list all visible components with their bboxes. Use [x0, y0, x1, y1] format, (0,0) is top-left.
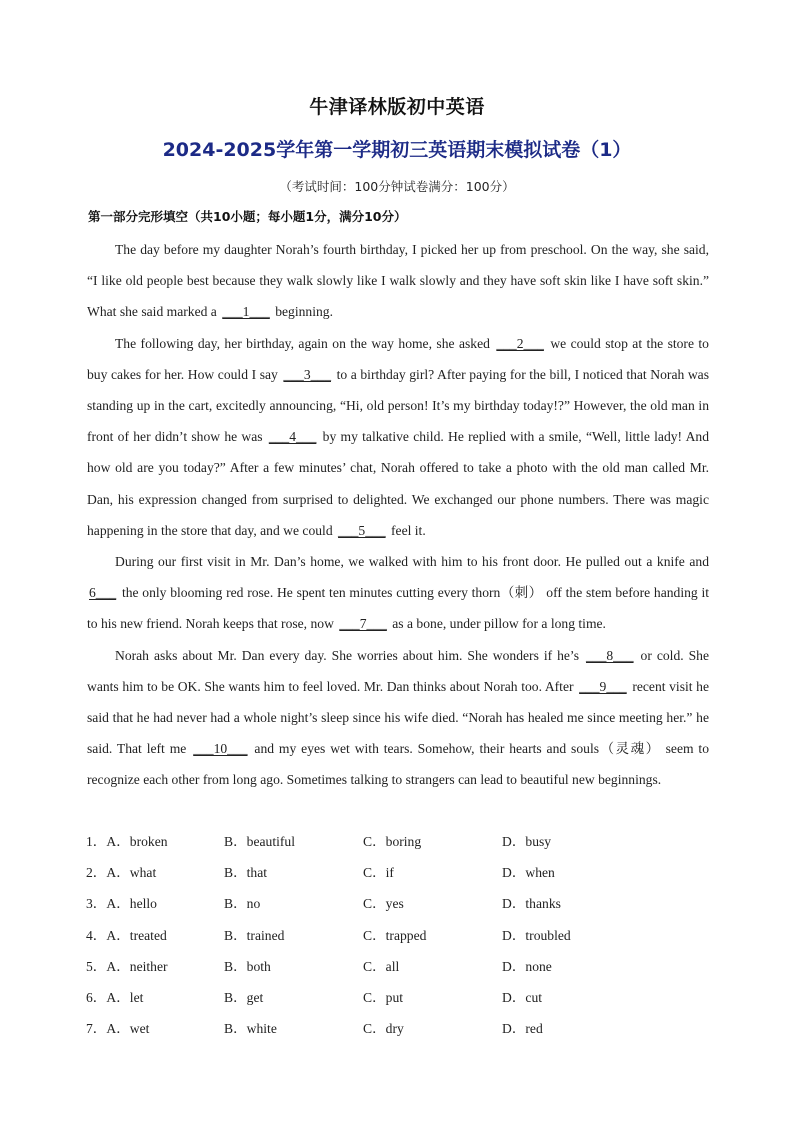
option-b: B．no — [224, 896, 261, 912]
option-d: D．thanks — [502, 896, 561, 912]
passage-text: the only blooming red rose. He spent ten minutes cutting every thorn（刺） off the stem before handing it to his new friend. Norah keeps that rose, now — [87, 585, 709, 632]
question-row — [86, 1013, 726, 1044]
passage-text: as a bone, under pillow for a long time. — [388, 616, 606, 632]
blank-4: ___4___ — [268, 429, 317, 445]
blank-5: ___5___ — [338, 522, 386, 538]
option-a: 7．A．wet — [86, 1021, 150, 1037]
option-b: B．that — [224, 865, 268, 881]
passage-text: beginning. — [271, 304, 333, 320]
passage-text: Norah asks about Mr. Dan every day. She worries about him. She wonders if he’s — [115, 647, 584, 663]
question-row — [86, 888, 726, 919]
option-a: 4．A．treated — [86, 927, 167, 943]
passage-text: recent visit he said that he had never had a whole night’s sleep since his wife died. “Norah has healed me since meeting her.” he said. That left me — [87, 678, 709, 757]
option-c: C．all — [363, 958, 400, 974]
document-title: 牛津译林版初中英语 — [309, 96, 485, 118]
passage-paragraph-1 — [87, 234, 709, 328]
option-d: D．troubled — [502, 927, 571, 943]
option-c: C．dry — [363, 1021, 404, 1037]
option-a: 6．A．let — [86, 989, 144, 1005]
question-row — [86, 857, 726, 888]
option-c: C．if — [363, 865, 394, 881]
question-row — [86, 826, 726, 857]
answer-options — [86, 826, 726, 1044]
option-a: 3．A．hello — [86, 896, 157, 912]
question-row — [86, 951, 726, 982]
blank-9: ___9___ — [579, 678, 627, 694]
option-d: D．busy — [502, 834, 552, 849]
option-d: D．cut — [502, 989, 543, 1005]
passage-paragraph-3 — [87, 546, 709, 640]
option-c: C．yes — [363, 896, 404, 912]
blank-10: ___10___ — [193, 741, 248, 757]
exam-info: （考试时间：100分钟试卷满分：100分） — [279, 179, 515, 194]
blank-2: ___2___ — [496, 335, 544, 351]
passage-text: we could stop at the store to buy cakes for her. How could I say — [87, 335, 709, 382]
option-a: 5．A．neither — [86, 958, 168, 974]
option-d: D．when — [502, 865, 555, 881]
option-a: 1．A．broken — [86, 834, 168, 849]
option-b: B．white — [224, 1021, 277, 1037]
passage-text: or cold. She wants him to be OK. She wants him to feel loved. Mr. Dan thinks about Norah too. After — [87, 647, 709, 694]
option-a: 2．A．what — [86, 865, 157, 881]
blank-7: ___7___ — [339, 616, 387, 632]
passage-paragraph-4 — [87, 640, 709, 796]
passage-text: The day before my daughter Norah’s fourth birthday, I picked her up from preschool. On the way, she said, “I like old people best because they walk slowly like I walk slowly and they have soft skin like I have soft skin.” What she said marked a — [87, 242, 709, 320]
blank-8: ___8___ — [585, 647, 634, 663]
exam-subtitle: 2024-2025学年第一学期初三英语期末模拟试卷（1） — [162, 139, 632, 161]
question-row — [86, 982, 726, 1013]
option-c: C．put — [363, 989, 404, 1005]
option-b: B．trained — [224, 927, 285, 943]
cloze-passage — [87, 234, 709, 796]
option-d: D．none — [502, 958, 552, 974]
passage-text: During our first visit in Mr. Dan’s home, we walked with him to his front door. He pulled out a knife and — [115, 554, 709, 570]
blank-3: ___3___ — [283, 366, 331, 382]
passage-text: and my eyes wet with tears. Somehow, their hearts and souls（灵魂） seem to recognize each other from long ago. Sometimes talking to strangers can lead to beautiful new beginnings. — [87, 741, 710, 788]
option-c: C．boring — [363, 834, 422, 849]
option-b: B．get — [224, 989, 264, 1005]
blank-6: 6___ — [89, 585, 117, 601]
passage-paragraph-2 — [87, 328, 709, 546]
option-b: B．both — [224, 958, 271, 974]
passage-text: by my talkative child. He replied with a smile, “Well, little lady! And how old are you today?” After a few minutes’ chat, Norah offered to take a photo with the old man called Mr. Dan, his expression changed from surprised to delighted. We exchanged our phone numbers. There was magic happening in the store that day, and we could — [87, 429, 709, 538]
option-c: C．trapped — [363, 927, 427, 943]
option-d: D．red — [502, 1021, 543, 1037]
blank-1: ___1___ — [222, 304, 270, 320]
option-b: B．beautiful — [224, 834, 295, 849]
question-row — [86, 920, 726, 951]
passage-text: feel it. — [387, 522, 426, 538]
passage-text: to a birthday girl? After paying for the bill, I noticed that Norah was standing up in the cart, excitedly announcing, “Hi, old person! It’s my birthday today!?” However, the old man in front of her didn’t show he was — [87, 366, 709, 445]
section-heading-cloze: 第一部分完形填空（共10小题；每小题1分，满分10分） — [88, 209, 407, 224]
passage-text: The following day, her birthday, again on the way home, she asked — [115, 335, 495, 351]
